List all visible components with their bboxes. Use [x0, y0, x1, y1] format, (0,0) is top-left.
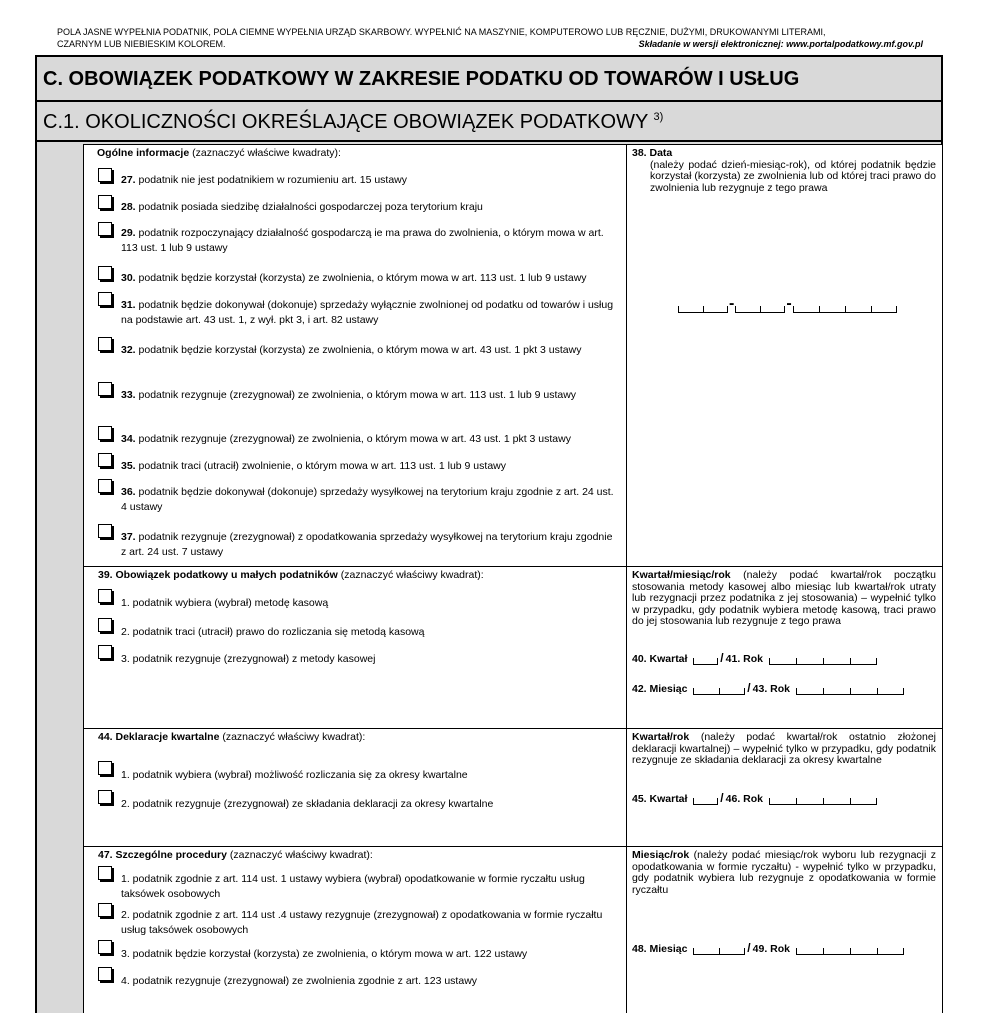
- slash-40-41: /: [720, 651, 724, 665]
- quarterly-period-desc-block: [632, 732, 936, 767]
- special-checkbox-1[interactable]: [98, 866, 112, 880]
- quarterly-option-2-text: 2. podatnik rezygnuje (zrezygnował) ze składania deklaracji za okresy kwartalne: [121, 798, 494, 810]
- small-option-3-text: 3. podatnik rezygnuje (zrezygnował) z metody kasowej: [121, 653, 376, 665]
- form-instructions: [57, 26, 923, 50]
- date-year-1[interactable]: [793, 306, 819, 313]
- checkbox-36[interactable]: [98, 479, 112, 493]
- date-year-4[interactable]: [871, 306, 897, 313]
- field-42-input-2[interactable]: [719, 688, 745, 695]
- date-38-label: 38. Data: [632, 147, 673, 159]
- small-taxpayers-panel: [83, 566, 627, 729]
- slash-42-43: /: [747, 681, 751, 695]
- field-43-label: 43. Rok: [752, 683, 790, 695]
- special-heading: [98, 849, 373, 861]
- field-49-label: 49. Rok: [752, 943, 790, 955]
- special-period-head: Miesiąc/rok: [632, 849, 690, 861]
- quarterly-heading-hint: (zaznaczyć właściwy kwadrat):: [219, 731, 366, 743]
- quarterly-period-panel: [626, 728, 943, 847]
- field-45-input[interactable]: [693, 798, 718, 805]
- field-46-input-2[interactable]: [796, 798, 823, 805]
- quarterly-heading: [98, 731, 365, 743]
- option-30-text: podatnik będzie korzystał (korzysta) ze zwolnienia, o którym mowa w art. 113 ust. 1 lub 9 ustawy: [135, 272, 587, 284]
- quarterly-heading-text: 44. Deklaracje kwartalne: [98, 731, 220, 743]
- checkbox-33[interactable]: [98, 382, 112, 396]
- option-32-num: 32.: [121, 344, 136, 356]
- quarterly-panel: [83, 728, 627, 847]
- section-c1-title-text: C.1. OKOLICZNOŚCI OKREŚLAJĄCE OBOWIĄZEK PODATKOWY: [43, 111, 648, 133]
- small-heading-hint: (zaznaczyć właściwy kwadrat):: [337, 569, 484, 581]
- small-checkbox-2[interactable]: [98, 618, 112, 632]
- option-33-text: podatnik rezygnuje (zrezygnował) ze zwolnienia, o którym mowa w art. 113 ust. 1 lub 9 ustawy: [135, 389, 577, 401]
- special-heading-hint: (zaznaczyć właściwy kwadrat):: [226, 849, 373, 861]
- field-43-input-2[interactable]: [823, 688, 850, 695]
- general-info-heading: [97, 147, 341, 159]
- field-46-label: 46. Rok: [725, 793, 763, 805]
- option-29-num: 29.: [121, 227, 136, 239]
- small-period-head: Kwartał/miesiąc/rok: [632, 569, 731, 581]
- date-day-1[interactable]: [678, 306, 703, 313]
- field-41-input-3[interactable]: [823, 658, 850, 665]
- option-32-text: podatnik będzie korzystał (korzysta) ze zwolnienia, o którym mowa w art. 43 ust. 1 pkt 3 ustawy: [135, 344, 582, 356]
- option-35-text: podatnik traci (utracił) zwolnienie, o którym mowa w art. 113 ust. 1 lub 9 ustawy: [135, 460, 506, 472]
- field-49-input-2[interactable]: [823, 948, 850, 955]
- general-heading-hint: (zaznaczyć właściwe kwadraty):: [189, 147, 341, 159]
- field-48-input-1[interactable]: [693, 948, 719, 955]
- date-sep-2: -: [786, 295, 792, 312]
- special-heading-text: 47. Szczególne procedury: [98, 849, 227, 861]
- instructions-line-1: POLA JASNE WYPEŁNIA PODATNIK, POLA CIEMNE WYPEŁNIA URZĄD SKARBOWY. WYPEŁNIĆ NA MASZYNIE, KOMPUTEROWO LUB RĘCZNIE, DUŻYMI, DRUKOWANYMI LITERAMI,: [57, 27, 826, 37]
- date-38-input[interactable]: [678, 295, 897, 313]
- field-48-49: [632, 941, 904, 955]
- date-sep-1: -: [729, 295, 735, 312]
- section-c-title: C. OBOWIĄZEK PODATKOWY W ZAKRESIE PODATKU OD TOWARÓW I USŁUG: [37, 57, 941, 102]
- checkbox-27[interactable]: [98, 168, 112, 182]
- date-38-label-block: [632, 148, 936, 194]
- option-33-num: 33.: [121, 389, 136, 401]
- small-checkbox-3[interactable]: [98, 645, 112, 659]
- field-42-43: [632, 681, 904, 695]
- electronic-submission-note: Składanie w wersji elektronicznej: www.portalpodatkowy.mf.gov.pl: [638, 39, 923, 49]
- field-43-input-4[interactable]: [877, 688, 904, 695]
- field-40-41: [632, 651, 877, 665]
- field-48-input-2[interactable]: [719, 948, 745, 955]
- option-36-text: podatnik będzie dokonywał (dokonuje) sprzedaży wysyłkowej na terytorium kraju zgodnie z art. 24 ust. 4 ustawy: [121, 486, 614, 513]
- field-48-label: 48. Miesiąc: [632, 943, 688, 955]
- special-checkbox-4[interactable]: [98, 967, 112, 981]
- special-period-desc: (należy podać miesiąc/rok wyboru lub rezygnacji z opodatkowania w formie ryczałtu) - wypełnić tylko w przypadku, gdy podatnik wybiera lub rezygnuje z opodatkowania w formie ryczałtu: [632, 849, 936, 896]
- field-49-input-4[interactable]: [877, 948, 904, 955]
- special-option-1-text: 1. podatnik zgodnie z art. 114 ust. 1 ustawy wybiera (wybrał) opodatkowanie w formie ryczałtu usług taksówek osobowych: [121, 873, 585, 900]
- field-41-input-4[interactable]: [850, 658, 877, 665]
- small-period-desc-block: [632, 570, 936, 628]
- field-42-input-1[interactable]: [693, 688, 719, 695]
- date-38-description: (należy podać dzień-miesiąc-rok), od której podatnik będzie korzystał (korzysta) ze zwolnienia lub od której traci prawo do zwolnienia lub rezygnuje z tego prawa: [650, 158, 936, 194]
- date-year-3[interactable]: [845, 306, 871, 313]
- checkbox-29[interactable]: [98, 222, 112, 236]
- slash-45-46: /: [720, 791, 724, 805]
- special-option-3-text: 3. podatnik będzie korzystał (korzysta) ze zwolnienia, o którym mowa w art. 122 ustawy: [121, 948, 528, 960]
- checkbox-34[interactable]: [98, 426, 112, 440]
- quarterly-period-desc: (należy podać kwartał/rok ostatnio złożonej deklaracji kwartalnej) – wypełnić tylko w przypadku, gdy podatnik rezygnuje ze składania deklaracji za okresy kwartalne: [632, 731, 936, 766]
- field-45-label: 45. Kwartał: [632, 793, 688, 805]
- checkbox-37[interactable]: [98, 524, 112, 538]
- special-option-2-text: 2. podatnik zgodnie z art. 114 ust .4 ustawy rezygnuje (zrezygnował) z opodatkowania w formie ryczałtu usług taksówek osobowych: [121, 909, 603, 936]
- small-taxpayers-heading: [98, 569, 484, 581]
- field-46-input-3[interactable]: [823, 798, 850, 805]
- option-34-num: 34.: [121, 433, 136, 445]
- checkbox-32[interactable]: [98, 337, 112, 351]
- field-43-input-1[interactable]: [796, 688, 823, 695]
- special-period-desc-block: [632, 850, 936, 896]
- option-37-num: 37.: [121, 531, 136, 543]
- footnote-ref: 3): [653, 111, 664, 123]
- general-info-panel: [83, 144, 627, 567]
- special-checkbox-3[interactable]: [98, 940, 112, 954]
- special-period-panel: [626, 846, 943, 1013]
- field-40-label: 40. Kwartał: [632, 653, 688, 665]
- field-41-input-2[interactable]: [796, 658, 823, 665]
- section-c1-title: [37, 102, 941, 142]
- special-checkbox-2[interactable]: [98, 903, 112, 917]
- field-46-input-4[interactable]: [850, 798, 877, 805]
- small-period-desc: (należy podać kwartał/rok początku stosowania metody kasowej albo miesiąc lub kwartał/rok utraty lub rezygnacji przez podatnika z jej stosowania) – wypełnić tylko w przypadku, gdy podatnik wybiera metodę kasową, traci prawo do jej stosowania lub rezygnuje z tego prawa: [632, 569, 936, 627]
- option-35-num: 35.: [121, 460, 136, 472]
- field-42-label: 42. Miesiąc: [632, 683, 688, 695]
- small-heading-text: 39. Obowiązek podatkowy u małych podatników: [98, 569, 338, 581]
- field-41-input-1[interactable]: [769, 658, 796, 665]
- field-49-input-1[interactable]: [796, 948, 823, 955]
- checkbox-31[interactable]: [98, 292, 112, 306]
- special-option-4-text: 4. podatnik rezygnuje (zrezygnował) ze zwolnienia zgodnie z art. 123 ustawy: [121, 975, 478, 987]
- instructions-line-2: CZARNYM LUB NIEBIESKIM KOLOREM.: [57, 39, 226, 49]
- quarterly-period-head: Kwartał/rok: [632, 731, 690, 743]
- option-36-num: 36.: [121, 486, 136, 498]
- quarterly-checkbox-1[interactable]: [98, 761, 112, 775]
- option-27-text: podatnik nie jest podatnikiem w rozumieniu art. 15 ustawy: [135, 174, 407, 186]
- option-30-num: 30.: [121, 272, 136, 284]
- checkbox-30[interactable]: [98, 266, 112, 280]
- special-procedures-panel: [83, 846, 627, 1013]
- date-month-2[interactable]: [760, 306, 785, 313]
- form-section-c: [35, 55, 943, 1013]
- option-29-text: podatnik rozpoczynający działalność gospodarczą ie ma prawa do zwolnienia, o którym mowa w art. 113 ust. 1 lub 9 ustawy: [121, 227, 604, 254]
- small-period-panel: [626, 566, 943, 729]
- checkbox-35[interactable]: [98, 453, 112, 467]
- checkbox-28[interactable]: [98, 195, 112, 209]
- option-31-text: podatnik będzie dokonywał (dokonuje) sprzedaży wyłącznie zwolnionej od podatku od towarów i usług na podstawie art. 43 ust. 1, z wył. pkt 3, i art. 82 ustawy: [121, 299, 614, 326]
- option-31-num: 31.: [121, 299, 136, 311]
- field-40-input[interactable]: [693, 658, 718, 665]
- field-45-46: [632, 791, 877, 805]
- small-checkbox-1[interactable]: [98, 589, 112, 603]
- field-49-input-3[interactable]: [850, 948, 877, 955]
- slash-48-49: /: [747, 941, 751, 955]
- field-46-input-1[interactable]: [769, 798, 796, 805]
- quarterly-option-1-text: 1. podatnik wybiera (wybrał) możliwość rozliczania się za okresy kwartalne: [121, 769, 468, 781]
- date-38-panel: [626, 144, 943, 567]
- small-option-1-text: 1. podatnik wybiera (wybrał) metodę kasową: [121, 597, 329, 609]
- option-28-num: 28.: [121, 201, 136, 213]
- quarterly-checkbox-2[interactable]: [98, 790, 112, 804]
- field-43-input-3[interactable]: [850, 688, 877, 695]
- small-option-2-text: 2. podatnik traci (utracił) prawo do rozliczania się metodą kasową: [121, 626, 425, 638]
- field-41-label: 41. Rok: [725, 653, 763, 665]
- option-27-num: 27.: [121, 174, 136, 186]
- general-heading-text: Ogólne informacje: [97, 147, 190, 159]
- option-28-text: podatnik posiada siedzibę działalności gospodarczej poza terytorium kraju: [135, 201, 483, 213]
- date-year-2[interactable]: [819, 306, 845, 313]
- option-37-text: podatnik rezygnuje (zrezygnował) z opodatkowania sprzedaży wysyłkowej na terytorium kraju zgodnie z art. 24 ust. 7 ustawy: [121, 531, 613, 558]
- date-day-2[interactable]: [703, 306, 728, 313]
- date-month-1[interactable]: [735, 306, 760, 313]
- option-34-text: podatnik rezygnuje (zrezygnował) ze zwolnienia, o którym mowa w art. 43 ust. 1 pkt 3 ustawy: [135, 433, 571, 445]
